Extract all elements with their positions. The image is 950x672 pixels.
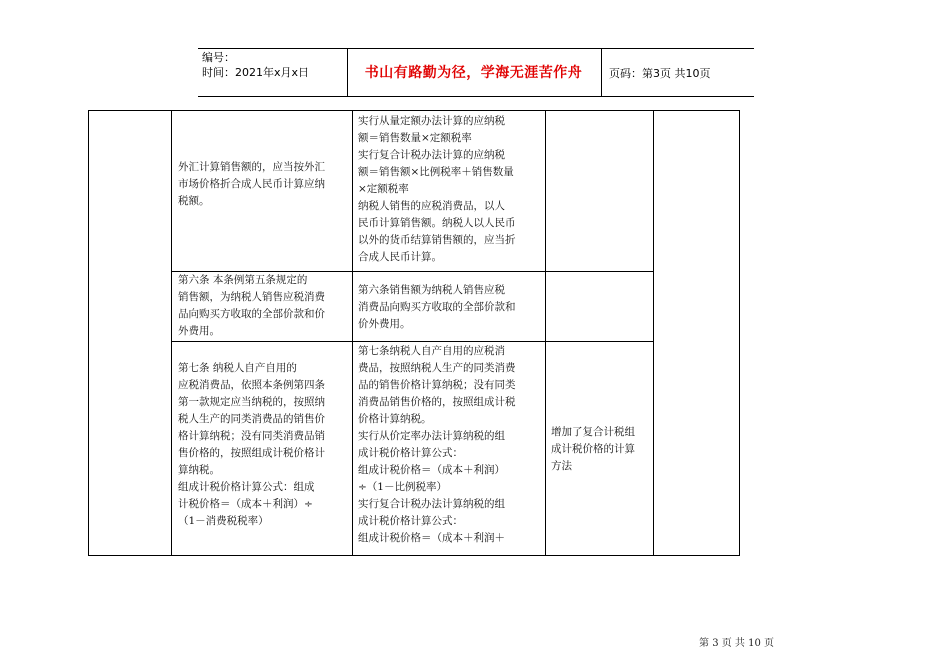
date-label: 时间：2021年x月x日	[202, 66, 310, 79]
text-line: 品向购买方收取的全部价款和价	[178, 308, 325, 320]
row1-new-text	[358, 113, 516, 266]
text-line: 实行从量定额办法计算的应纳税	[358, 115, 505, 127]
text-line: 应税消费品，依照本条例第四条	[178, 379, 325, 391]
col-divider-4	[653, 110, 654, 556]
text-line: 组成计税价格＝（成本＋利润）	[358, 464, 505, 476]
text-line: 售价格的，按照组成计税价格计	[178, 447, 325, 459]
text-line: （1－消费税税率）	[178, 515, 269, 527]
text-line: 组成计税价格计算公式：组成	[178, 481, 315, 493]
header-top-rule	[198, 48, 754, 49]
text-line: 成计税价格计算公式：	[358, 515, 463, 527]
text-line: 方法	[551, 460, 572, 472]
text-line: 外费用。	[178, 325, 220, 337]
header-motto: 书山有路勤为径，学海无涯苦作舟	[364, 65, 583, 81]
code-label: 编号：	[202, 51, 235, 64]
col-divider-2	[352, 110, 353, 556]
text-line: 成计税价格计算公式：	[358, 447, 463, 459]
text-line: 市场价格折合成人民币计算应纳	[178, 178, 325, 190]
row3-old-text	[178, 360, 325, 530]
col-divider-1	[171, 110, 172, 556]
row-divider-2	[171, 341, 653, 342]
text-line: 第一款规定应当纳税的，按照纳	[178, 396, 325, 408]
text-line: 费品，按照纳税人生产的同类消费	[358, 362, 516, 374]
footer-page-number: 第 3 页 共 10 页	[699, 638, 774, 649]
text-line: 算纳税。	[178, 464, 220, 476]
text-line: ×定额税率	[358, 183, 409, 195]
text-line: ÷（1－比例税率）	[358, 481, 447, 493]
text-line: 额＝销售额×比例税率＋销售数量	[358, 166, 514, 178]
header-bottom-rule	[198, 96, 754, 97]
text-line: 消费品销售价格的，按照组成计税	[358, 396, 516, 408]
text-line: 合成人民币计算。	[358, 251, 442, 263]
row2-new-text	[358, 282, 516, 333]
text-line: 第七条 纳税人自产自用的	[178, 362, 297, 374]
text-line: 价格计算纳税。	[358, 413, 432, 425]
text-line: 外汇计算销售额的，应当按外汇	[178, 161, 325, 173]
text-line: 价外费用。	[358, 318, 411, 330]
text-line: 第六条销售额为纳税人销售应税	[358, 284, 505, 296]
row3-new-text	[358, 343, 516, 547]
text-line: 民币计算销售额。纳税人以人民币	[358, 217, 516, 229]
text-line: 实行复合计税办法计算纳税的组	[358, 498, 505, 510]
row3-note-text	[551, 424, 635, 475]
text-line: 销售额，为纳税人销售应税消费	[178, 291, 325, 303]
text-line: 税额。	[178, 195, 210, 207]
text-line: 品的销售价格计算纳税；没有同类	[358, 379, 516, 391]
text-line: 额＝销售数量×定额税率	[358, 132, 472, 144]
row2-old-text	[178, 272, 325, 340]
text-line: 计税价格＝（成本＋利润）÷	[178, 498, 313, 510]
text-line: 增加了复合计税组	[551, 426, 635, 438]
text-line: 纳税人销售的应税消费品，以人	[358, 200, 505, 212]
text-line: 第六条 本条例第五条规定的	[178, 274, 308, 286]
text-line: 第七条纳税人自产自用的应税消	[358, 345, 505, 357]
text-line: 实行复合计税办法计算的应纳税	[358, 149, 505, 161]
text-line: 消费品向购买方收取的全部价款和	[358, 301, 516, 313]
text-line: 成计税价格的计算	[551, 443, 635, 455]
text-line: 以外的货币结算销售额的，应当折	[358, 234, 516, 246]
text-line: 组成计税价格＝（成本＋利润＋	[358, 532, 505, 544]
header-meta	[202, 50, 309, 80]
header-divider-right	[601, 48, 602, 96]
row1-old-text	[178, 159, 325, 210]
header-page-number: 页码：第3页 共10页	[609, 67, 711, 80]
col-divider-3	[545, 110, 546, 556]
text-line: 税人生产的同类消费品的销售价	[178, 413, 325, 425]
text-line: 实行从价定率办法计算纳税的组	[358, 430, 505, 442]
text-line: 格计算纳税；没有同类消费品销	[178, 430, 325, 442]
